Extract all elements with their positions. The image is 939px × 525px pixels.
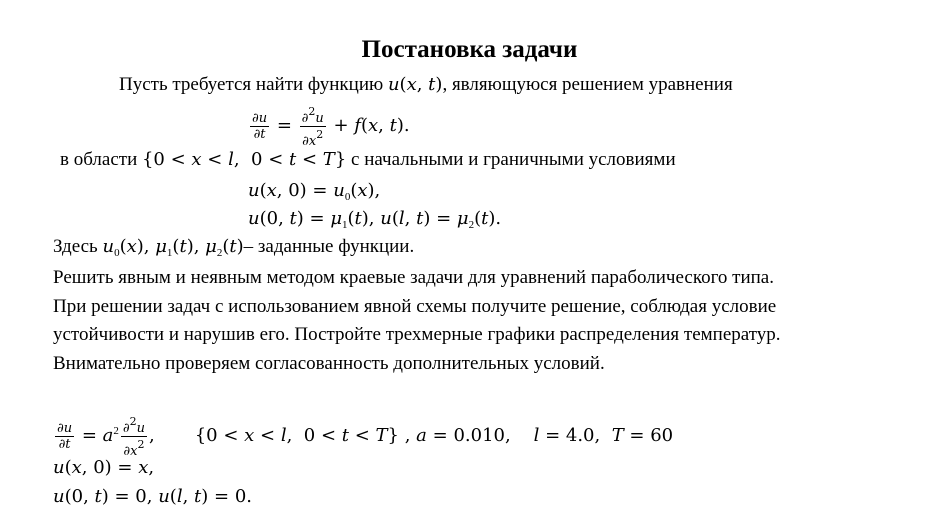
given-text-end: – заданные функции. (243, 236, 415, 257)
specific-equation: $\frac{\partial u}{\partial t}$ = $a^2$ $\frac{\partial^2u}{\partial x^2}$ , {0 < x < l, 0 < t < T} , a = 0.010, l = 4.0, T = 60 (57, 415, 674, 460)
specific-initial-condition: u(x, 0) = x, (53, 457, 155, 478)
heat-equation: $\frac{\partial u}{\partial t}$ = $\frac{\partial^2u}{\partial x^2}$ + f(x, t). (252, 105, 410, 149)
task-line-1: Решить явным и неявным методом краевые задачи для уравнений параболического типа. (53, 267, 774, 288)
given-functions-line: Здесь $u_0(x)$, $\mu_1(t)$, $\mu_2(t)-$ заданные функции. (53, 236, 415, 259)
intro-line: Пусть требуется найти функцию u(x, t), являющуюся решением уравнения (119, 74, 733, 95)
param-l: 4.0 (565, 425, 595, 446)
function-symbol: u (387, 74, 400, 95)
task-line-4: Внимательно проверяем согласованность дополнительных условий. (53, 353, 605, 374)
given-text-start: Здесь (53, 236, 103, 257)
task-line-3: устойчивости и нарушив его. Постройте трехмерные графики распределения температур. (53, 324, 781, 345)
specific-boundary-conditions: u(0, t) = 0, u(l, t) = 0. (53, 486, 253, 507)
boundary-conditions: u(0, $t) = \mu_1(t)$, u(l, $t) = \mu_2(t)$. (248, 208, 502, 231)
domain-line: в области {0 < x < l, 0 < t < T} с начальными и граничными условиями (60, 149, 676, 170)
domain-text-end: с начальными и граничными условиями (346, 149, 676, 170)
page-title: Постановка задачи (361, 36, 578, 63)
param-a: 0.010 (453, 425, 505, 446)
intro-text-start: Пусть требуется найти функцию (119, 74, 388, 95)
param-T: 60 (650, 425, 674, 446)
task-line-2: При решении задач с использованием явной схемы получите решение, соблюдая условие (53, 296, 777, 317)
domain-text-start: в области (60, 149, 142, 170)
intro-text-end: , являющуюся решением уравнения (442, 74, 733, 95)
initial-condition: u(x, $0) = u_0(x)$, (248, 180, 381, 203)
